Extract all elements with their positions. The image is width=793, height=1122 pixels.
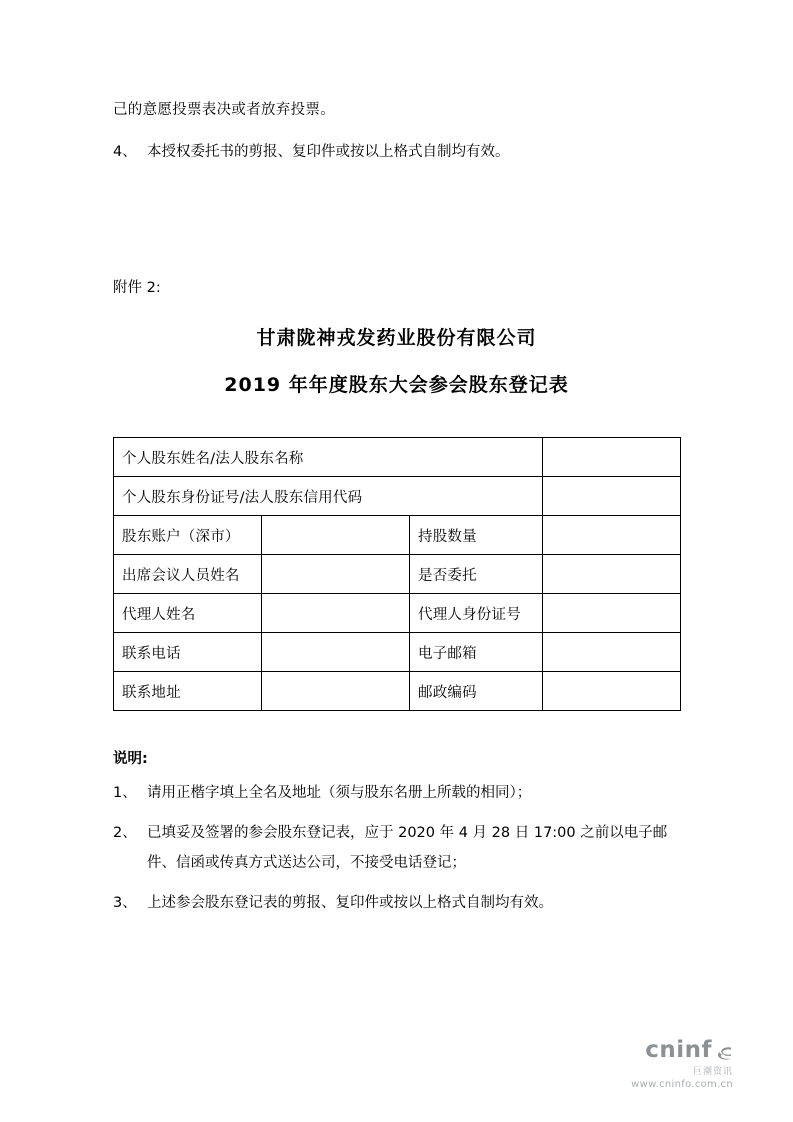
table-label-cell: 代理人身份证号 [410,594,543,633]
cninfo-logo-subtitle: 巨潮资讯 [692,1067,733,1077]
table-input-cell[interactable] [543,516,681,555]
table-input-cell[interactable] [543,438,681,477]
notes-heading: 说明: [113,751,148,767]
table-input-cell[interactable] [543,555,681,594]
table-body [114,438,681,711]
table-label-cell: 出席会议人员姓名 [114,555,262,594]
table-input-cell[interactable] [262,516,410,555]
note-item [113,888,680,918]
footer-watermark [631,1037,733,1090]
table-label-cell: 是否委托 [410,555,543,594]
table-row [114,633,681,672]
table-row [114,594,681,633]
list-item-number: 4、 [113,144,137,160]
table-input-cell[interactable] [262,594,410,633]
table-row [114,516,681,555]
form-title: 2019 年年度股东大会参会股东登记表 [224,374,569,396]
table-label-cell: 代理人姓名 [114,594,262,633]
table-label-cell: 联系电话 [114,633,262,672]
note-item [113,818,680,878]
table-input-cell[interactable] [543,594,681,633]
shareholder-registration-table [113,437,681,711]
table-label-cell: 电子邮箱 [410,633,543,672]
note-number: 3、 [113,895,137,911]
note-text: 上述参会股东登记表的剪报、复印件或按以上格式自制均有效。 [147,895,553,911]
company-title: 甘肃陇神戎发药业股份有限公司 [256,327,537,349]
table-row [114,438,681,477]
cninfo-logo-text: cninf [645,1037,712,1063]
table-label-cell: 邮政编码 [410,672,543,711]
table-row [114,477,681,516]
attachment-label: 附件 2: [113,280,161,296]
continued-paragraph: 己的意愿投票表决或者放弃投票。 [113,102,335,118]
note-text: 请用正楷字填上全名及地址（须与股东名册上所载的相同）； [147,785,532,801]
table-input-cell[interactable] [543,672,681,711]
list-item [113,137,680,167]
table-input-cell[interactable] [543,477,681,516]
table-label-cell: 个人股东姓名/法人股东名称 [114,438,543,477]
cninfo-logo-mark-icon [716,1042,733,1059]
table-label-cell: 联系地址 [114,672,262,711]
table-input-cell[interactable] [543,633,681,672]
table-label-cell: 持股数量 [410,516,543,555]
note-number: 2、 [113,825,137,841]
table-input-cell[interactable] [262,672,410,711]
note-text: 已填妥及签署的参会股东登记表，应于 2020 年 4 月 28 日 17:00 之前以电子邮件、信函或传真方式送达公司，不接受电话登记； [147,825,668,871]
table-label-cell: 股东账户（深市） [114,516,262,555]
cninfo-logo [631,1037,733,1063]
table-row [114,672,681,711]
table-row [114,555,681,594]
continued-text-block [113,0,680,167]
list-item-text: 本授权委托书的剪报、复印件或按以上格式自制均有效。 [147,144,510,160]
table-label-cell: 个人股东身份证号/法人股东信用代码 [114,477,543,516]
cninfo-url: www.cninfo.com.cn [631,1079,733,1090]
note-number: 1、 [113,785,137,801]
table-input-cell[interactable] [262,633,410,672]
table-input-cell[interactable] [262,555,410,594]
note-item [113,778,680,808]
